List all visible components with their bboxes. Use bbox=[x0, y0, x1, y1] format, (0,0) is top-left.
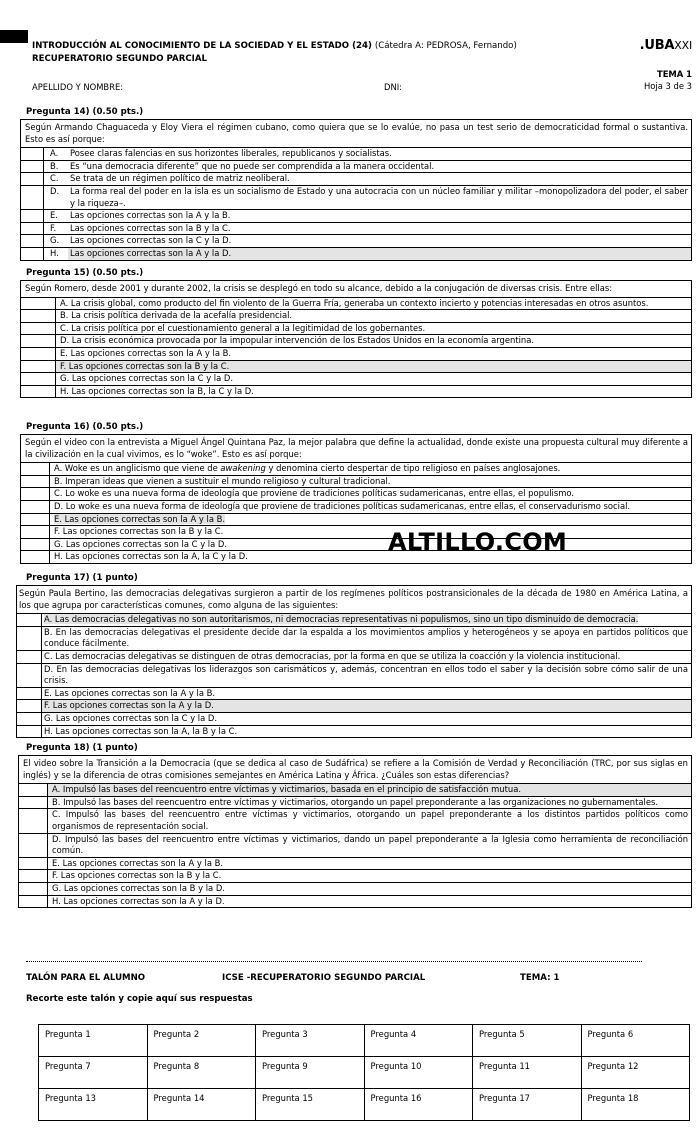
option-e[interactable]: E. Las opciones correctas son la A y la B. bbox=[19, 858, 691, 871]
option-b[interactable]: B. Imperan ideas que vienen a sustituir el mundo religioso y cultural tradicional. bbox=[21, 476, 691, 489]
talon-tema: TEMA: 1 bbox=[520, 973, 560, 983]
option-f[interactable]: F. Las opciones correctas son la A y la D. bbox=[17, 700, 691, 713]
option-g[interactable]: G. Las opciones correctas son la C y la D. bbox=[21, 539, 691, 552]
question-14 bbox=[20, 119, 692, 261]
option-c[interactable]: C. Impulsó las bases del reencuentro entre víctimas y victimarios, otorgando un papel preponderante a los distintos partidos políticos como organismos de representación social. bbox=[19, 809, 691, 833]
corner-marker bbox=[0, 30, 28, 43]
option-d[interactable]: D. La crisis económica provocada por la impopular intervención de los Estados Unidos en la economía argentina. bbox=[21, 335, 691, 348]
option-c[interactable]: C. Las democracias delegativas se distinguen de otras democracias, por la forma en que se utiliza la coacción y la violencia institucional. bbox=[17, 651, 691, 664]
question-stem: El video sobre la Transición a la Democracia (que se dedica al caso de Sudáfrica) se refiere a la Comisión de Verdad y Reconciliación (TRC, por sus siglas en inglés) y se la diferencia de otras comisiones semejantes en América Latina y África. ¿Cuáles son estas diferencias? bbox=[19, 756, 691, 784]
option-h[interactable]: H. Las opciones correctas son la A, la B y la C. bbox=[17, 726, 691, 738]
option-b[interactable]: B. Es “una democracia diferente” que no puede ser comprendida a la manera occidental. bbox=[21, 161, 691, 174]
option-h[interactable]: H. Las opciones correctas son la B, la C y la D. bbox=[21, 386, 691, 398]
option-e[interactable]: E. Las opciones correctas son la A y la B. bbox=[21, 210, 691, 223]
option-h[interactable]: H. Las opciones correctas son la A, la C y la D. bbox=[21, 551, 691, 563]
cut-line bbox=[26, 961, 642, 962]
answer-cell[interactable]: Pregunta 18 bbox=[581, 1089, 690, 1121]
option-a[interactable]: A. Woke es un anglicismo que viene de awakening y denomina cierto despertar de tipo religioso en países anglosajones. bbox=[21, 463, 691, 476]
answer-cell[interactable]: Pregunta 7 bbox=[39, 1057, 148, 1089]
answer-row bbox=[39, 1025, 690, 1057]
question-17 bbox=[16, 585, 692, 738]
question-stem: Según Armando Chaguaceda y Eloy Viera el régimen cubano, como quiera que se lo evalúe, no pasa un test serio de democraticidad formal o sustantiva. Esto es así porque: bbox=[21, 120, 691, 148]
answer-cell[interactable]: Pregunta 4 bbox=[364, 1025, 473, 1057]
answer-cell[interactable]: Pregunta 16 bbox=[364, 1089, 473, 1121]
option-d[interactable]: D. La forma real del poder en la isla es un socialismo de Estado y una autocracia con un núcleo familiar y militar –monopolizadora del poder, el saber y la riqueza–. bbox=[21, 186, 691, 210]
option-c[interactable]: C. La crisis política por el cuestionamiento general a la legitimidad de los gobernantes. bbox=[21, 323, 691, 336]
question-16 bbox=[20, 434, 692, 564]
answer-cell[interactable]: Pregunta 14 bbox=[147, 1089, 256, 1121]
option-b[interactable]: B. En las democracias delegativas el presidente decide dar la espalda a los movimientos amplios y heterogéneos y se apoya en partidos políticos que conduce fácilmente. bbox=[17, 627, 691, 651]
option-a[interactable]: A. La crisis global, como producto del fin violento de la Guerra Fría, generaba un contexto incierto y potencias interesadas en otros asuntos. bbox=[21, 298, 691, 311]
option-d[interactable]: D. Impulsó las bases del reencuentro entre víctimas y victimarios, dando un papel preponderante a la Iglesia como herramienta de reconciliación común. bbox=[19, 834, 691, 858]
option-h[interactable]: H. Las opciones correctas son la A y la D. bbox=[19, 896, 691, 908]
option-g[interactable]: G. Las opciones correctas son la C y la D. bbox=[17, 713, 691, 726]
answer-grid bbox=[38, 1024, 690, 1121]
question-15 bbox=[20, 280, 692, 398]
answer-cell[interactable]: Pregunta 15 bbox=[256, 1089, 365, 1121]
option-b[interactable]: B. Impulsó las bases del reencuentro entre víctimas y victimarios, otorgando un papel preponderante a las organizaciones no gubernamentales. bbox=[19, 797, 691, 810]
question-stem: Según Paula Bertino, las democracias delegativas surgieron a partir de los regímenes políticos postransicionales de la década de 1980 en América Latina, a los que agrupa por características comunes, como alguna de las siguientes: bbox=[17, 586, 691, 614]
altillo-watermark: ALTILLO.COM bbox=[388, 528, 568, 556]
answer-cell[interactable]: Pregunta 11 bbox=[473, 1057, 582, 1089]
answer-cell[interactable]: Pregunta 13 bbox=[39, 1089, 148, 1121]
answer-cell[interactable]: Pregunta 5 bbox=[473, 1025, 582, 1057]
answer-row bbox=[39, 1089, 690, 1121]
option-g[interactable]: G. Las opciones correctas son la C y la D. bbox=[21, 373, 691, 386]
answer-cell[interactable]: Pregunta 6 bbox=[581, 1025, 690, 1057]
question-stem: Según Romero, desde 2001 y durante 2002, la crisis se desplegó en todo su alcance, debido a la conjugación de diversas crisis. Entre ellas: bbox=[21, 281, 691, 298]
option-g[interactable]: G. Las opciones correctas son la C y la D. bbox=[21, 235, 691, 248]
option-f[interactable]: F. Las opciones correctas son la B y la C. bbox=[21, 361, 691, 374]
question-18 bbox=[18, 755, 692, 908]
uba-logo: .UBAXXI bbox=[639, 38, 692, 53]
answer-row bbox=[39, 1057, 690, 1089]
answer-cell[interactable]: Pregunta 2 bbox=[147, 1025, 256, 1057]
option-d[interactable]: D. En las democracias delegativas los liderazgos son carismáticos y, además, concentran en ellos todo el saber y la decisión sobre cómo salir de una crisis. bbox=[17, 664, 691, 688]
talon-label: TALÓN PARA EL ALUMNO bbox=[26, 973, 146, 983]
option-b[interactable]: B. La crisis política derivada de la acefalía presidencial. bbox=[21, 310, 691, 323]
answer-cell[interactable]: Pregunta 17 bbox=[473, 1089, 582, 1121]
question-16-heading: Pregunta 16) (0.50 pts.) bbox=[26, 422, 144, 432]
option-a[interactable]: A. Las democracias delegativas no son autoritarismos, ni democracias representativas ni populismos, sino un tipo disminuido de democracia. bbox=[17, 614, 691, 627]
option-h[interactable]: H. Las opciones correctas son la A y la D. bbox=[21, 248, 691, 260]
option-f[interactable]: F. Las opciones correctas son la B y la C. bbox=[21, 223, 691, 236]
question-15-heading: Pregunta 15) (0.50 pts.) bbox=[26, 268, 144, 278]
answer-cell[interactable]: Pregunta 3 bbox=[256, 1025, 365, 1057]
answer-cell[interactable]: Pregunta 10 bbox=[364, 1057, 473, 1089]
tema-label: TEMA 1 bbox=[657, 69, 692, 79]
option-g[interactable]: G. Las opciones correctas son la B y la D. bbox=[19, 883, 691, 896]
apellido-label: APELLIDO Y NOMBRE: bbox=[32, 82, 124, 92]
option-f[interactable]: F. Las opciones correctas son la B y la C. bbox=[21, 526, 691, 539]
option-d[interactable]: D. Lo woke es una nueva forma de ideología que proviene de tradiciones políticas sudamericanas, entre ellas, el conservadurismo social. bbox=[21, 501, 691, 514]
page-number: Hoja 3 de 3 bbox=[644, 81, 692, 91]
question-14-heading: Pregunta 14) (0.50 pts.) bbox=[26, 107, 144, 117]
answer-cell[interactable]: Pregunta 12 bbox=[581, 1057, 690, 1089]
option-a[interactable]: A. Posee claras falencias en sus horizontes liberales, republicanos y socialistas. bbox=[21, 148, 691, 161]
answer-cell[interactable]: Pregunta 1 bbox=[39, 1025, 148, 1057]
option-e[interactable]: E. Las opciones correctas son la A y la B. bbox=[17, 688, 691, 701]
answer-cell[interactable]: Pregunta 9 bbox=[256, 1057, 365, 1089]
question-17-heading: Pregunta 17) (1 punto) bbox=[26, 573, 138, 583]
exam-subtitle: RECUPERATORIO SEGUNDO PARCIAL bbox=[32, 54, 207, 64]
dni-label: DNI: bbox=[384, 82, 403, 92]
option-f[interactable]: F. Las opciones correctas son la B y la C. bbox=[19, 870, 691, 883]
option-e[interactable]: E. Las opciones correctas son la A y la B. bbox=[21, 348, 691, 361]
answer-cell[interactable]: Pregunta 8 bbox=[147, 1057, 256, 1089]
talon-instructions: Recorte este talón y copie aquí sus respuestas bbox=[26, 994, 253, 1004]
option-e[interactable]: E. Las opciones correctas son la A y la B. bbox=[21, 514, 691, 527]
tema-block bbox=[644, 68, 692, 92]
exam-title: INTRODUCCIÓN AL CONOCIMIENTO DE LA SOCIEDAD Y EL ESTADO (24) (Cátedra A: PEDROSA, Fernando) RECUPERATORIO SEGUNDO PARCIAL bbox=[32, 41, 517, 64]
option-c[interactable]: C. Lo woke es una nueva forma de ideología que proviene de tradiciones políticas sudamericanas, entre ellas, el populismo. bbox=[21, 488, 691, 501]
question-stem: Según el video con la entrevista a Miguel Ángel Quintana Paz, la mejor palabra que define la actualidad, donde existe una propuesta cultural muy diferente a la civilización en la cual vivimos, es lo “woke”. Esto es así porque: bbox=[21, 435, 691, 463]
option-a[interactable]: A. Impulsó las bases del reencuentro entre víctimas y victimarios, basada en el principio de satisfacción mutua. bbox=[19, 784, 691, 797]
question-18-heading: Pregunta 18) (1 punto) bbox=[26, 743, 138, 753]
talon-exam-name: ICSE -RECUPERATORIO SEGUNDO PARCIAL bbox=[222, 973, 426, 983]
option-c[interactable]: C. Se trata de un régimen político de matriz neoliberal. bbox=[21, 173, 691, 186]
